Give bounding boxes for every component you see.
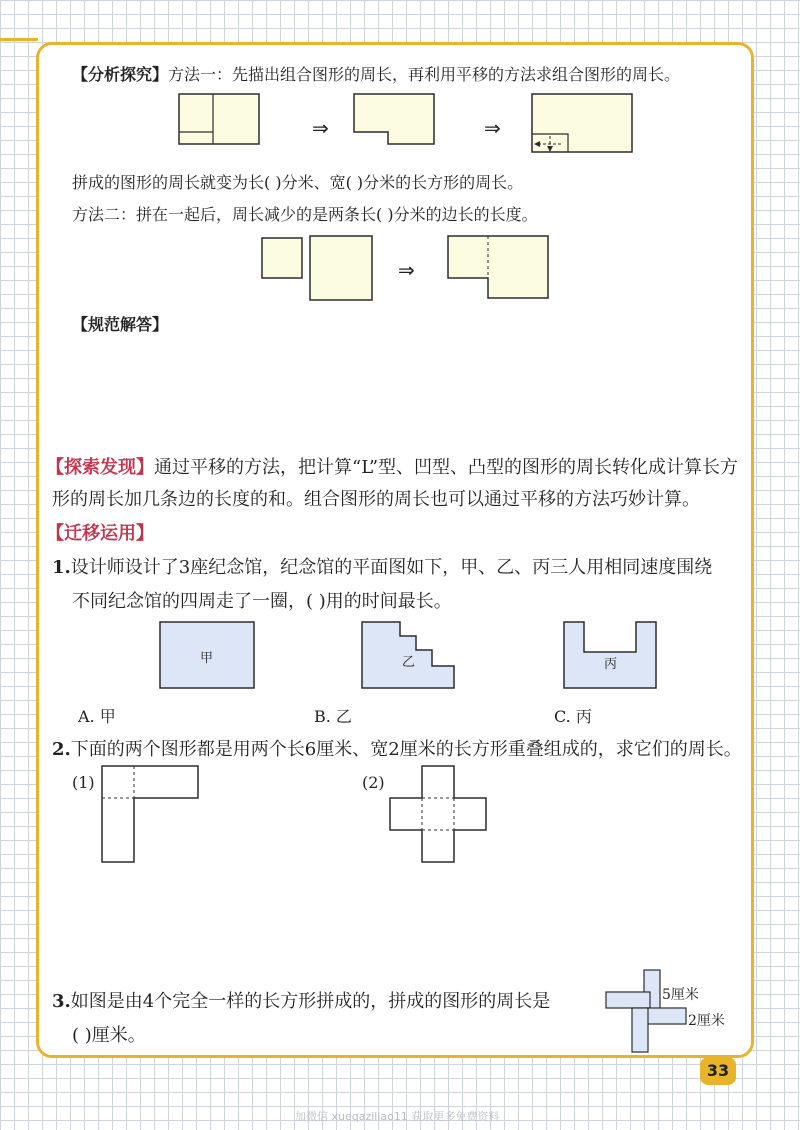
q1-option-a[interactable]: A. 甲 <box>78 707 116 726</box>
content-panel <box>36 42 754 1058</box>
q2-figure-1 <box>100 764 204 864</box>
q1-option-b[interactable]: B. 乙 <box>314 707 352 726</box>
q2-figure-2 <box>388 764 492 864</box>
discovery-label: 【探索发现】 <box>46 457 154 478</box>
q3-label-2cm: 2厘米 <box>688 1013 725 1029</box>
discovery-line-1 <box>46 456 738 480</box>
application-label: 【迁移运用】 <box>46 523 154 544</box>
analysis-heading: 【分析探究】 <box>72 65 169 84</box>
method1-text: 方法一：先描出组合图形的周长，再利用平移的方法求组合图形的周长。 <box>168 65 681 84</box>
q3-figure <box>604 968 688 1054</box>
arrow-3: ⇒ <box>398 258 415 282</box>
method1-figure-3 <box>528 92 638 156</box>
q1-label-yi: 乙 <box>402 655 416 670</box>
q1-option-c[interactable]: C. 丙 <box>554 707 592 726</box>
page-number: 33 <box>700 1057 736 1085</box>
watermark: 加微信 xueqaziliao11 获取更多免费资料 <box>295 1110 500 1123</box>
q3-line-2: ( )厘米。 <box>72 1025 146 1046</box>
q2-text: 下面的两个图形都是用两个长6厘米、宽2厘米的长方形重叠组成的，求它们的周长。 <box>70 739 742 760</box>
q3-line-1 <box>52 990 550 1014</box>
q2-sub-2: (2) <box>362 773 385 792</box>
method2-figure-combined <box>444 234 554 304</box>
q1-number: 1. <box>52 557 71 578</box>
method2-figure-parts <box>258 234 378 304</box>
q3-label-5cm: 5厘米 <box>662 987 699 1003</box>
arrow-1: ⇒ <box>312 116 329 140</box>
discovery-line-1-text: 通过平移的方法，把计算“L”型、凹型、凸型的图形的周长转化成计算长方 <box>154 457 739 478</box>
q1-line-1-text: 设计师设计了3座纪念馆，纪念馆的平面图如下，甲、乙、丙三人用相同速度围绕 <box>70 557 713 578</box>
q2-sub-1: (1) <box>72 773 95 792</box>
q1-label-jia: 甲 <box>200 651 214 666</box>
q2-number: 2. <box>52 739 71 760</box>
method1-figure-1 <box>175 92 265 148</box>
q2-line <box>52 738 742 762</box>
method1-result-text: 拼成的图形的周长就变为长( )分米、宽( )分米的长方形的周长。 <box>72 173 524 192</box>
q1-line-1 <box>52 556 712 580</box>
method2-text: 方法二：拼在一起后，周长减少的是两条长( )分米的边长的长度。 <box>72 205 538 224</box>
q3-number: 3. <box>52 991 71 1012</box>
standard-answer-heading: 【规范解答】 <box>72 315 169 334</box>
q1-line-2: 不同纪念馆的四周走了一圈，( )用的时间最长。 <box>72 591 452 612</box>
top-decor-line <box>0 38 38 41</box>
q1-label-bing: 丙 <box>604 657 618 672</box>
method1-figure-2 <box>350 92 450 148</box>
analysis-paragraph <box>72 64 680 86</box>
q3-line-1-text: 如图是由4个完全一样的长方形拼成的，拼成的图形的周长是 <box>70 991 551 1012</box>
discovery-line-2: 形的周长加几条边的长度的和。组合图形的周长也可以通过平移的方法巧妙计算。 <box>52 489 700 510</box>
arrow-2: ⇒ <box>484 116 501 140</box>
